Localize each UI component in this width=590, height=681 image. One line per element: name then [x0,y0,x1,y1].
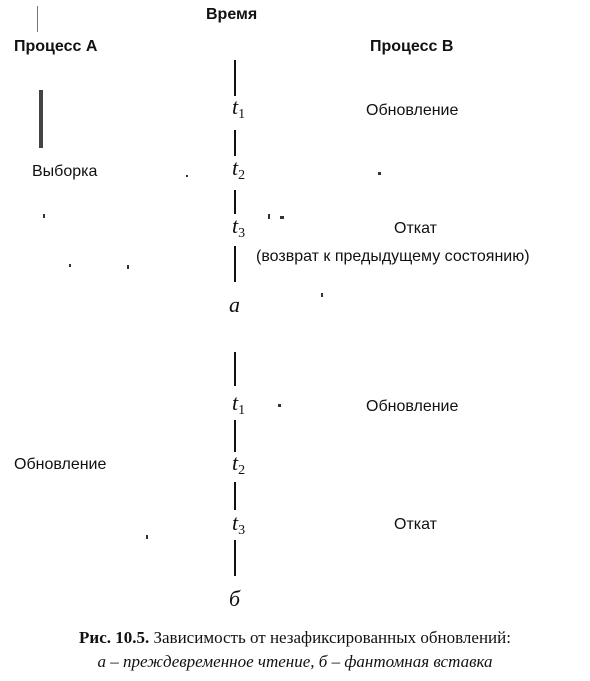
time-axis-a-seg2 [234,130,236,156]
event-a-update-b: Обновление [14,456,107,473]
scan-artifact [378,172,381,175]
tick-t2-b: $t_2$ [232,450,246,478]
process-a-header: Процесс А [14,38,98,55]
event-a-select: Выборка [32,163,98,180]
figure-caption-line1: Рис. 10.5. Зависимость от незафиксированных обновлений: [79,628,511,647]
scan-artifact [268,214,270,219]
scan-artifact [321,293,323,297]
scan-artifact [186,175,188,177]
time-axis-b [234,352,236,386]
time-axis-b-seg2 [234,420,236,452]
time-axis-a [234,60,236,96]
diagram-b-label: б [229,586,241,611]
time-axis-b-seg4 [234,540,236,576]
event-b-rollback-a: Откат [394,220,437,237]
scan-artifact [127,265,129,269]
tick-t1-a: $t_1$ [232,94,246,122]
figure-caption-line2: а – преждевременное чтение, б – фантомная вставка [97,652,493,671]
time-axis-b-seg3 [234,482,236,510]
scan-artifact [278,404,281,407]
scan-artifact [69,264,71,267]
scan-artifact [146,535,148,539]
tick-t3-b: $t_3$ [232,510,246,538]
time-label: Время [206,6,258,23]
tick-t1-b: $t_1$ [232,390,246,418]
diagram-a-label: а [229,292,240,317]
event-b-update-b: Обновление [366,398,459,415]
time-axis-a-seg4 [234,246,236,282]
event-b-rollback-note: (возврат к предыдущему состоянию) [256,248,530,265]
time-axis-a-seg3 [234,190,236,214]
scan-artifact [37,6,38,32]
scan-artifact [43,214,45,218]
scan-artifact [280,216,284,219]
event-b-rollback-b: Откат [394,516,437,533]
tick-t2-a: $t_2$ [232,155,246,183]
event-b-update-a: Обновление [366,102,459,119]
scan-artifact [39,90,43,148]
tick-t3-a: $t_3$ [232,213,246,241]
process-b-header: Процесс В [370,38,454,55]
